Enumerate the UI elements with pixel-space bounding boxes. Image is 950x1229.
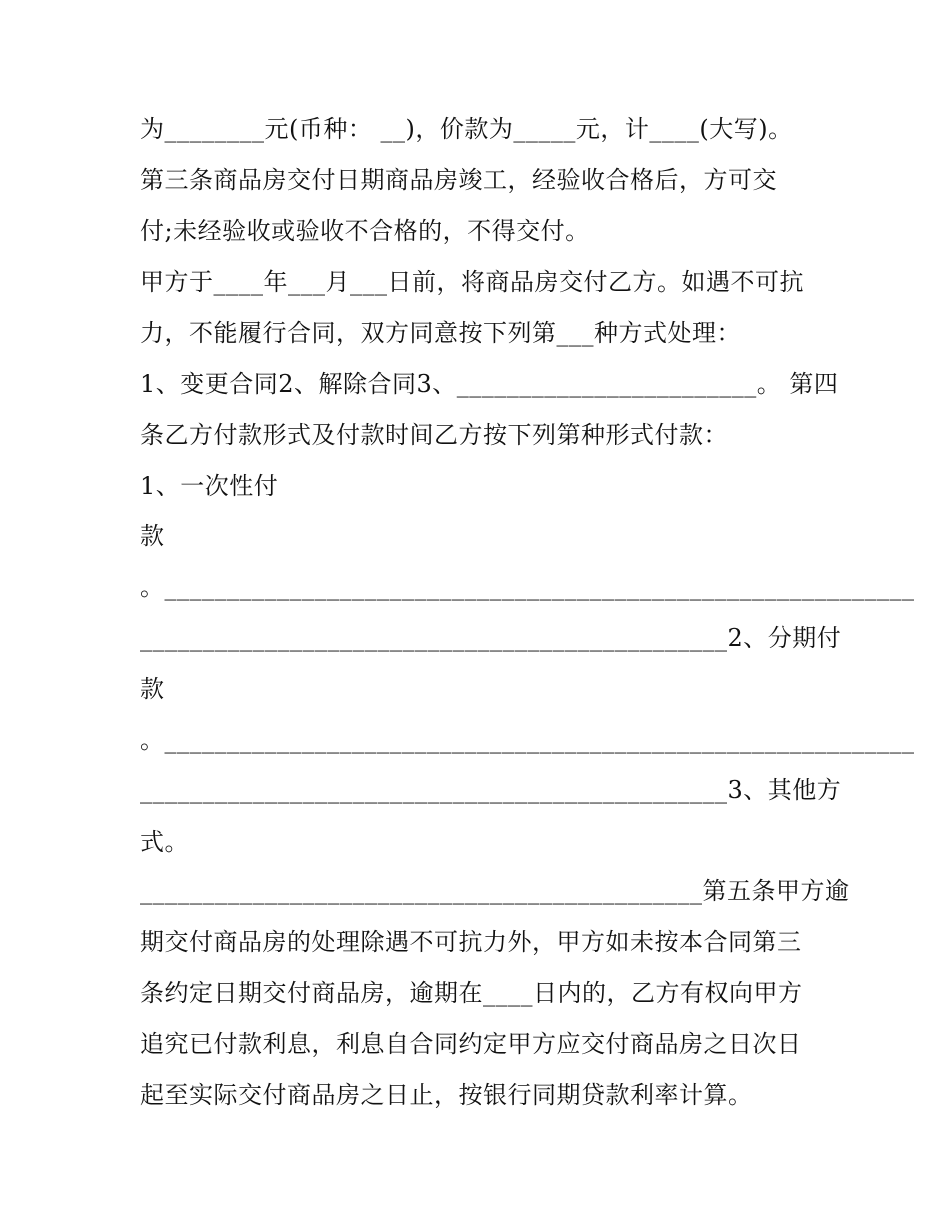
text-line: 力，不能履行合同，双方同意按下列第___种方式处理： [140, 319, 741, 347]
text-line: 第三条商品房交付日期商品房竣工，经验收合格后，方可交 [140, 166, 777, 194]
text-line: 甲方于____年___月___日前，将商品房交付乙方。如遇不可抗 [140, 268, 804, 296]
text-line: 付;未经验收或验收不合格的，不得交付。 [140, 217, 590, 245]
text-line: 起至实际交付商品房之日止，按银行同期贷款利率计算。 [140, 1081, 753, 1109]
text-line: 式。 [140, 828, 189, 856]
text-line: 为________元(币种： __)，价款为_____元，计____(大写)。 [140, 115, 793, 143]
text-line: _______________________________________________3、其他方 [140, 776, 842, 804]
text-line: 条乙方付款形式及付款时间乙方按下列第种形式付款： [140, 421, 728, 449]
text-line: 追究已付款利息，利息自合同约定甲方应交付商品房之日次日 [140, 1030, 802, 1058]
text-line: 款 [140, 522, 165, 550]
text-line: 。____________________________________________________________ [140, 726, 915, 754]
text-line: 条约定日期交付商品房，逾期在____日内的，乙方有权向甲方 [140, 979, 803, 1007]
text-line: 期交付商品房的处理除遇不可抗力外，甲方如未按本合同第三 [140, 928, 802, 956]
text-line: 1、一次性付 [140, 472, 279, 500]
text-line: _______________________________________________2、分期付 [140, 624, 842, 652]
text-line: 款 [140, 675, 165, 703]
text-line: 1、变更合同2、解除合同3、________________________。 第四 [140, 370, 839, 398]
text-line: 。____________________________________________________________ [140, 573, 915, 601]
text-line: _____________________________________________第五条甲方逾 [140, 877, 850, 905]
